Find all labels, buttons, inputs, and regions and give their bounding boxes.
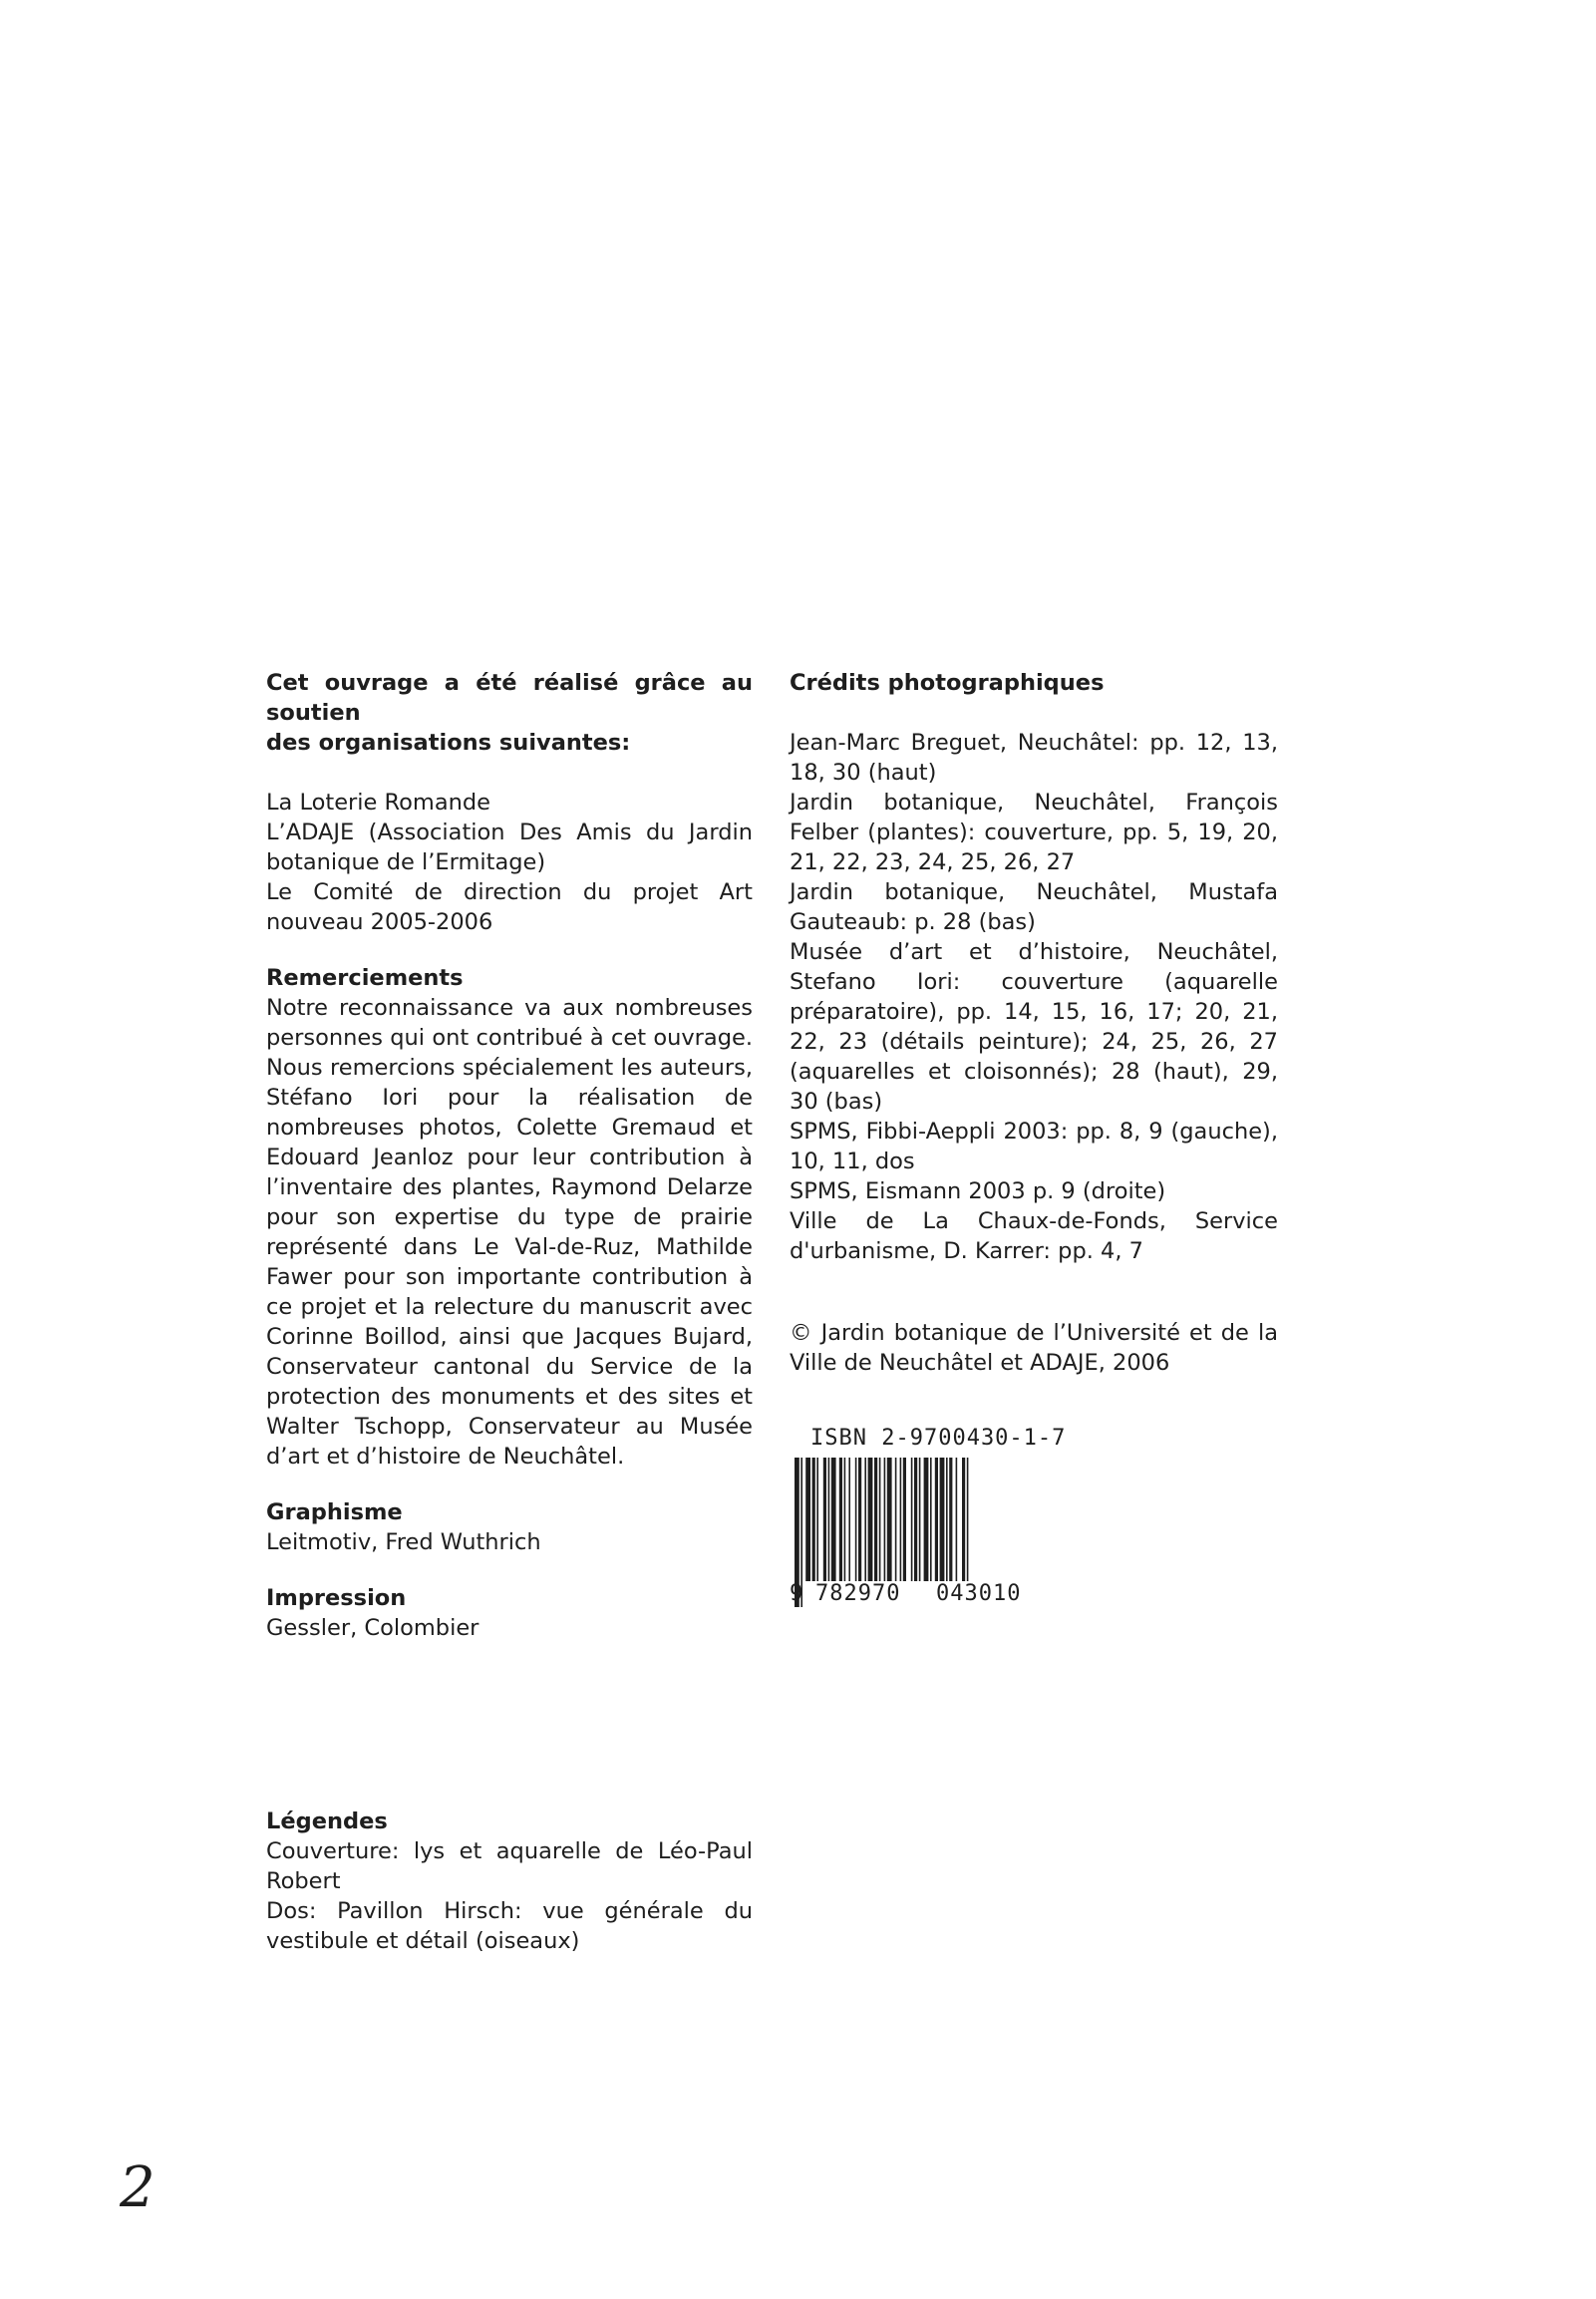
thanks-text: Notre reconnaissance va aux nombreuses personnes qui ont contribué à cet ouvrage. Nous remercions spécialement les auteurs, Stéfano Iori pour la réalisation de nombreuses photos, Colette Gremaud et Edouard Jeanloz pour leur contribution à l’inventaire des plantes, Raymond Delarze pour son expertise du type de prairie représenté dans Le Val-de-Ruz, Mathilde Fawer pour son importante contribution à ce projet et la relecture du manuscrit avec Corinne Boillod, ainsi que Jacques Bujard, Conservateur cantonal du Service de la protection des monuments et des sites et Walter Tschopp, Conservateur au Musée d’art et d’histoire de Neuchâtel. <box>266 995 753 1470</box>
credits-heading: Crédits photographiques <box>790 670 1105 696</box>
support-heading-line-2: des organisations suivantes: <box>266 730 631 756</box>
barcode-digits-left: 782970 <box>815 1581 901 1606</box>
legends-section <box>266 1806 753 1956</box>
credit-entry: Jardin botanique, Neuchâtel, Mustafa Gauteaub: p. 28 (bas) <box>790 879 1278 935</box>
legend-entry: Couverture: lys et aquarelle de Léo-Paul Robert <box>266 1838 753 1894</box>
credit-entry: Jean-Marc Breguet, Neuchâtel: pp. 12, 13, 18, 30 (haut) <box>790 730 1278 786</box>
printing-section <box>266 1583 753 1643</box>
credit-entry: Ville de La Chaux-de-Fonds, Service d'urbanisme, D. Karrer: pp. 4, 7 <box>790 1208 1278 1264</box>
printing-text: Gessler, Colombier <box>266 1615 479 1641</box>
isbn-label: ISBN 2-9700430-1-7 <box>810 1426 1067 1451</box>
barcode-bar <box>874 1458 877 1581</box>
barcode-bar <box>930 1458 932 1581</box>
printing-heading: Impression <box>266 1585 407 1611</box>
design-section <box>266 1497 753 1557</box>
barcode-bar <box>887 1458 892 1581</box>
support-heading <box>266 668 753 758</box>
barcode-bar <box>855 1458 857 1581</box>
left-column <box>266 668 753 1643</box>
barcode-bar <box>864 1458 866 1581</box>
copyright-text: © Jardin botanique de l’Université et de la Ville de Neuchâtel et ADAJE, 2006 <box>790 1320 1278 1376</box>
barcode-bar <box>900 1458 902 1581</box>
barcode-bar <box>839 1458 842 1581</box>
barcode-bar <box>823 1458 826 1581</box>
barcode-bar <box>914 1458 917 1581</box>
barcode-bar <box>956 1458 958 1581</box>
credit-entry: SPMS, Fibbi-Aeppli 2003: pp. 8, 9 (gauche), 10, 11, dos <box>790 1119 1278 1174</box>
barcode-bar <box>919 1458 921 1581</box>
organisation-item: Le Comité de direction du projet Art nouveau 2005-2006 <box>266 879 753 935</box>
barcode-bar <box>946 1458 948 1581</box>
barcode-bar <box>812 1458 815 1581</box>
isbn-barcode <box>791 1426 1066 1625</box>
organisation-item: La Loterie Romande <box>266 790 491 816</box>
credit-entry: Musée d’art et d’histoire, Neuchâtel, Stefano Iori: couverture (aquarelle préparatoire), pp. 14, 15, 16, 17; 20, 21, 22, 23 (détails peinture); 24, 25, 26, 27 (aquarelles et cloisonnés); 28 (haut), 29, 30 (bas) <box>790 939 1278 1115</box>
barcode-bar <box>903 1458 906 1581</box>
support-heading-line-1: Cet ouvrage a été réalisé grâce au soutien <box>266 670 753 726</box>
barcode-bar <box>935 1458 938 1581</box>
page-number: 2 <box>120 2155 156 2220</box>
barcode-bar <box>895 1458 897 1581</box>
barcode-bar <box>844 1458 846 1581</box>
thanks-section <box>266 963 753 1472</box>
barcode-bar <box>858 1458 861 1581</box>
barcode-bar <box>949 1458 952 1581</box>
barcode-bar <box>805 1458 810 1581</box>
barcode-digit-first: 9 <box>790 1581 804 1606</box>
credit-entry: SPMS, Eismann 2003 p. 9 (droite) <box>790 1178 1166 1204</box>
barcode-bar <box>831 1458 836 1581</box>
barcode-bar <box>816 1458 818 1581</box>
organisations-list <box>266 788 753 937</box>
barcode-digits-right: 043010 <box>936 1581 1022 1606</box>
barcode-bar <box>911 1458 913 1581</box>
barcode-bar <box>828 1458 830 1581</box>
design-text: Leitmotiv, Fred Wuthrich <box>266 1529 541 1555</box>
barcode-bar <box>940 1458 945 1581</box>
thanks-heading: Remerciements <box>266 965 464 991</box>
legend-entry: Dos: Pavillon Hirsch: vue générale du vestibule et détail (oiseaux) <box>266 1898 753 1954</box>
barcode-bar <box>848 1458 850 1581</box>
credit-entry: Jardin botanique, Neuchâtel, François Felber (plantes): couverture, pp. 5, 19, 20, 21, 22, 23, 24, 25, 26, 27 <box>790 790 1278 875</box>
credits-list <box>790 728 1278 1266</box>
design-heading: Graphisme <box>266 1499 403 1525</box>
barcode-bar <box>868 1458 873 1581</box>
barcode-bar <box>924 1458 929 1581</box>
right-column <box>790 668 1278 1378</box>
organisation-item: L’ADAJE (Association Des Amis du Jardin botanique de l’Ermitage) <box>266 820 753 875</box>
legends-heading: Légendes <box>266 1808 388 1834</box>
